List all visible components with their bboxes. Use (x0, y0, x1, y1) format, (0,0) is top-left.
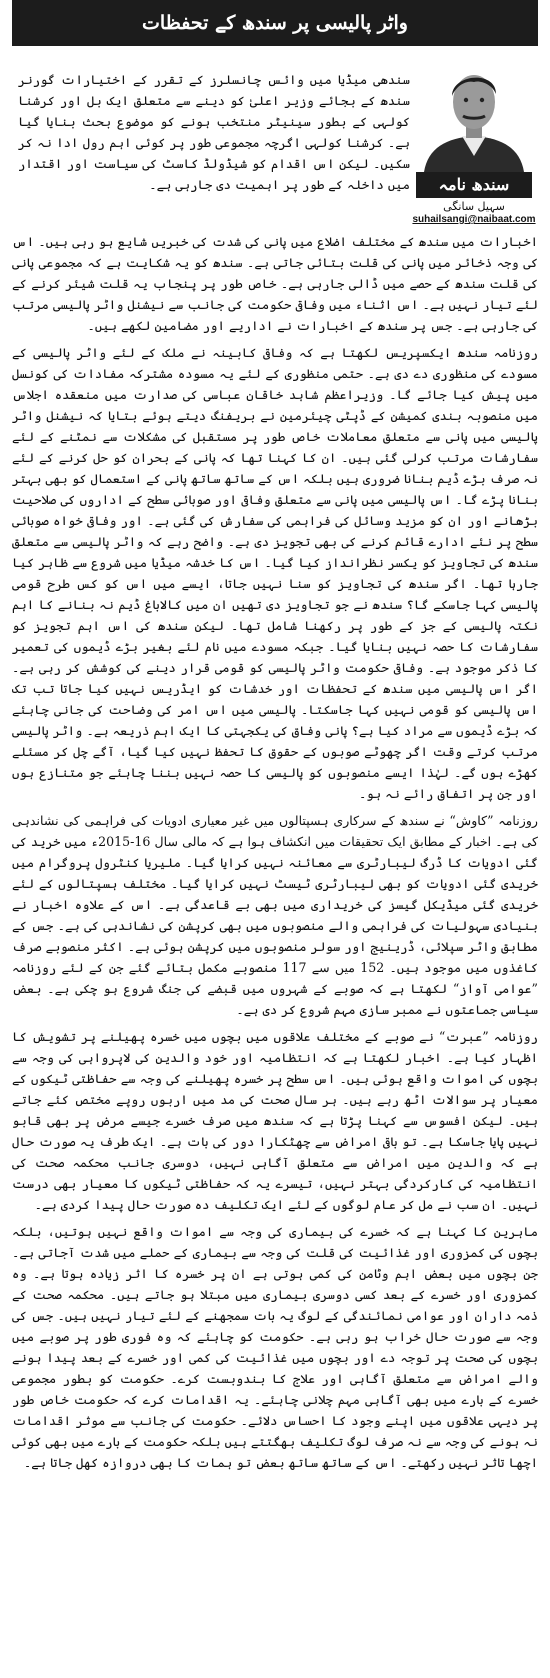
article-paragraph: روزنامہ ”عبرت“ نے صوبے کے مختلف علاقوں میں بچوں میں خسرہ پھیلنے پر تشویش کا اظہار کیا ہے۔ اخبار لکھتا ہے کہ انتظامیہ اور خود والدین کی لاپرواہی کی وجہ سے بچوں کی اموات واقع ہوئی ہیں۔ اس سطح پر خسرہ پھیلنے کی وجہ سے حفاظتی ٹیکوں کے معیار پر سوالات اٹھ رہے ہیں۔ ہر سال صحت کی مد میں اربوں روپے مختص کئے جاتے ہیں۔ لیکن افسوس سے کہنا پڑتا ہے کہ سندھ میں صرف خسرے جیسے مرض پر بھی قابو نہیں پایا جاسکا ہے۔ تو باقی امراض سے چھٹکارا دور کی بات ہے۔ ایک طرف یہ صورت حال ہے کہ والدین میں امراض سے متعلق آگاہی نہیں، دوسری جانب محکمہ صحت کی انتظامیہ کی کارکردگی بہتر نہیں، تیسرے یہ کہ حفاظتی ٹیکوں کا معیار بھی درست نہیں۔ ان سب نے مل کر عام لوگوں کے لئے ایک تکلیف دہ صورت حال پیدا کردی ہے۔ (12, 1029, 538, 1212)
column-brand-label: سندھ نامہ (416, 172, 532, 198)
author-name: سہیل سانگی (443, 200, 505, 213)
article-paragraph: اخبارات میں سندھ کے مختلف اضلاع میں پانی کی شدت کی خبریں شایع ہو رہی ہیں۔ اس کی وجہ ذخائر میں پانی کی قلت بتائی جاتی ہے۔ سندھ کو یہ شکایت ہے کہ مجموعی پانی کی قلت سندھ کے حصے میں ڈالی جارہی ہے۔ خاص طور پر پنجاب یہ قلت شیئر کرنے کے لئے تیار نہیں ہے۔ اس اثناء میں وفاقی حکومت کی جانب سے نیشنل واٹر پالیسی مرتب کی جارہی ہے۔ جس پر سندھ کے اخبارات نے اداریے اور مضامین لکھے ہیں۔ (12, 234, 538, 333)
columnist-photo (416, 56, 532, 172)
article-top-block (12, 56, 538, 225)
intro-paragraph: سندھی میڈیا میں وائس چانسلرز کے تقرر کے اختیارات گورنر سندھ کے بجائے وزیر اعلیٰ کو دینے سے متعلق ایک بل اور کرشنا کولہی کے بطور سینیٹر منتخب ہونے کو موضوع بحث بنایا گیا ہے۔ کرشنا کولہی اگرچہ مجموعی طور پر کوئی اہم رول ادا نہ کر سکیں۔ لیکن اس اقدام کو شیڈولڈ کاسٹ کی سیاست اور اقتدار میں داخلہ کے طور پر اہمیت دی جارہی ہے۔ (18, 71, 410, 192)
headline-text: واٹر پالیسی پر سندھ کے تحفظات (142, 12, 408, 34)
author-email[interactable]: suhailsangi@naibaat.com (412, 214, 536, 225)
article-paragraph: ماہرین کا کہنا ہے کہ خسرے کی بیماری کی وجہ سے اموات واقع نہیں ہوتیں، بلکہ بچوں کی کمزوری اور غذائیت کی قلت کی وجہ سے بیماری کے حملے میں شدت آجاتی ہے۔ جن بچوں میں بعض اہم وٹامن کی کمی ہوتی ہے ان پر خسرہ کا اثر زیادہ ہوتا ہے۔ وہ کمزوری اور خسرے کے بعد کسی دوسری بیماری میں مبتلا ہو جاتے ہیں۔ محکمہ صحت کے ذمہ داران اور عوامی نمائندگی کے لوگ یہ بات سمجھنے کے لئے تیار نہیں ہیں۔ جس کی وجہ سے صورت حال خراب ہو رہی ہے۔ حکومت کو چاہئے کہ وہ فوری طور پر صوبے میں بچوں کی صحت پر توجہ دے اور بچوں میں غذائیت کی کمی اور خسرے کے بعد پیدا ہونے والے امراض سے متعلق آگاہی اور علاج کا بندوبست کرے۔ حکومت کو بطور مجموعی خسرے کے بارے میں بھی آگاہی مہم چلانی چاہئے۔ یہ اقدامات کرے کہ حکومت خاص طور پر دیہی علاقوں میں اپنے وجود کا احساس دلائے۔ حکومت کی جانب سے موثر اقدامات نہ ہونے کی وجہ سے نہ صرف لوگ تکلیف بھگتتے ہیں بلکہ حکومت کے بارے میں بھی کوئی اچھا تاثر نہیں رکھتے۔ اس کے ساتھ ساتھ بعض تو ہمات کا بھی دروازہ کھل جاتا ہے۔ (12, 1224, 538, 1470)
columnist-box (410, 56, 538, 225)
article-paragraph: روزنامہ ”کاوش“ نے سندھ کے سرکاری ہسپتالوں میں غیر معیاری ادویات کی فراہمی کی نشاندہی کی ہے۔ اخبار کے مطابق ایک تحقیقات میں انکشاف ہوا ہے کہ مالی سال 16-2015ء میں خرید کی گئی ادویات کا ڈرگ لیبارٹری سے معائنہ نہیں کرایا گیا۔ ملیریا کنٹرول پروگرام میں خریدی گئی ادویات کو بھی لیبارٹری ٹیسٹ نہیں کرایا گیا۔ مختلف ہسپتالوں کے لئے خریدی گئی میڈیکل گیسز کی خریداری میں بھی بے قاعدگی ہے۔ اس کے علاوہ اخبار نے بنیادی سہولیات کی فراہمی والے منصوبوں میں بھی کرپشن کی نشاندہی کی ہے۔ جس کے مطابق واٹر سپلائی، ڈرینیج اور سولر منصوبوں میں کرپشن ہوئی ہے۔ اکثر منصوبے صرف کاغذوں میں موجود ہیں۔ 152 میں سے 117 منصوبے مکمل بتائے گئے جن کے لئے روزنامہ ”عوامی آواز“ لکھتا ہے کہ صوبے کے شہروں میں قبضے کی جنگ شروع ہو چکی ہے۔ بعض سیاسی جماعتوں نے ممبر سازی مہم شروع کر دی ہے۔ (12, 813, 539, 1017)
headline-banner (12, 0, 538, 46)
portrait-icon (416, 56, 532, 172)
article-paragraph: روزنامہ سندھ ایکسپریس لکھتا ہے کہ وفاقی کابینہ نے ملک کے لئے واٹر پالیسی کے مسودے کی منظوری دے دی ہے۔ حتمی منظوری کے لئے یہ مسودہ مشترکہ مفادات کی کونسل میں پیش کیا جائے گا۔ وزیراعظم شاہد خاقان عباسی کی صدارت میں منعقدہ اجلاس میں منصوبہ بندی کمیشن کے ڈپٹی چیئرمین نے بریفنگ دیتے ہوئے بتایا کہ نیشنل واٹر پالیسی میں پانی سے متعلق معاملات خاص طور پر مستقبل کی مشکلات سے نمٹنے کے لئے سفارشات مرتب کرلی گئی ہیں۔ ان کا کہنا تھا کہ پانی کے بحران کو حل کرنے کے لئے نہ صرف بڑے ڈیم بنانا ضروری ہیں بلکہ اس کے ساتھ ساتھ پانی کے استعمال کو بھی بہتر بنانا پڑے گا۔ اس پالیسی میں پانی سے متعلق وفاقی اور صوبائی سطح کے اداروں کی صلاحیت بڑھانے اور ان کو مزید وسائل کی فراہمی کی سفارش کی گئی ہے۔ اور وفاقی خواہ صوبائی سطح پر نئے ادارے قائم کرنے کی بھی تجویز دی ہے۔ واضح رہے کہ واٹر پالیسی سے متعلق سندھ کی تجاویز کو یکسر نظرانداز کیا گیا۔ اس کا خدشہ میڈیا میں شروع سے ظاہر کیا جارہا تھا۔ اگر سندھ کی تجاویز کو سنا نہیں جاتا، ایسے میں اس کو کس طرح قومی پالیسی کہا جاسکے گا؟ سندھ نے جو تجاویز دی تھیں ان میں کالاباغ ڈیم نہ بنانے کا اہم نکتہ پالیسی کے جز کے طور پر رکھنا شامل تھا۔ لیکن سندھ کی اس اہم تجویز کو سفارشات کا حصہ نہیں بنایا گیا۔ جبکہ مسودے میں نام لئے بغیر بڑے ڈیموں کی تعمیر کا ذکر موجود ہے۔ وفاقی حکومت واٹر پالیسی کو قومی قرار دینے کی کوشش کر رہی ہے۔ اگر اس پالیسی میں سندھ کے تحفظات اور خدشات کو ایڈریس نہیں کیا جاتا تب تک اس پالیسی کو قومی نہیں کہا جاسکتا۔ پالیسی میں اس امر کی وضاحت کی جانی چاہئے کہ بڑے ڈیموں سے مراد کیا ہے؟ پانی وفاق کی یکجہتی کا ایک اہم ذریعہ ہے۔ واٹر پالیسی مرتب کرتے وقت اگر چھوٹے صوبوں کے حقوق کا تحفظ نہیں کیا گیا، آگے چل کر مسئلے کھڑے ہوں گے۔ لہٰذا ایسے منصوبوں کو پالیسی کا حصہ نہیں بننا چاہئے جو متنازع ہوں اور جن پر اتفاق رائے نہ ہو۔ (12, 345, 538, 801)
